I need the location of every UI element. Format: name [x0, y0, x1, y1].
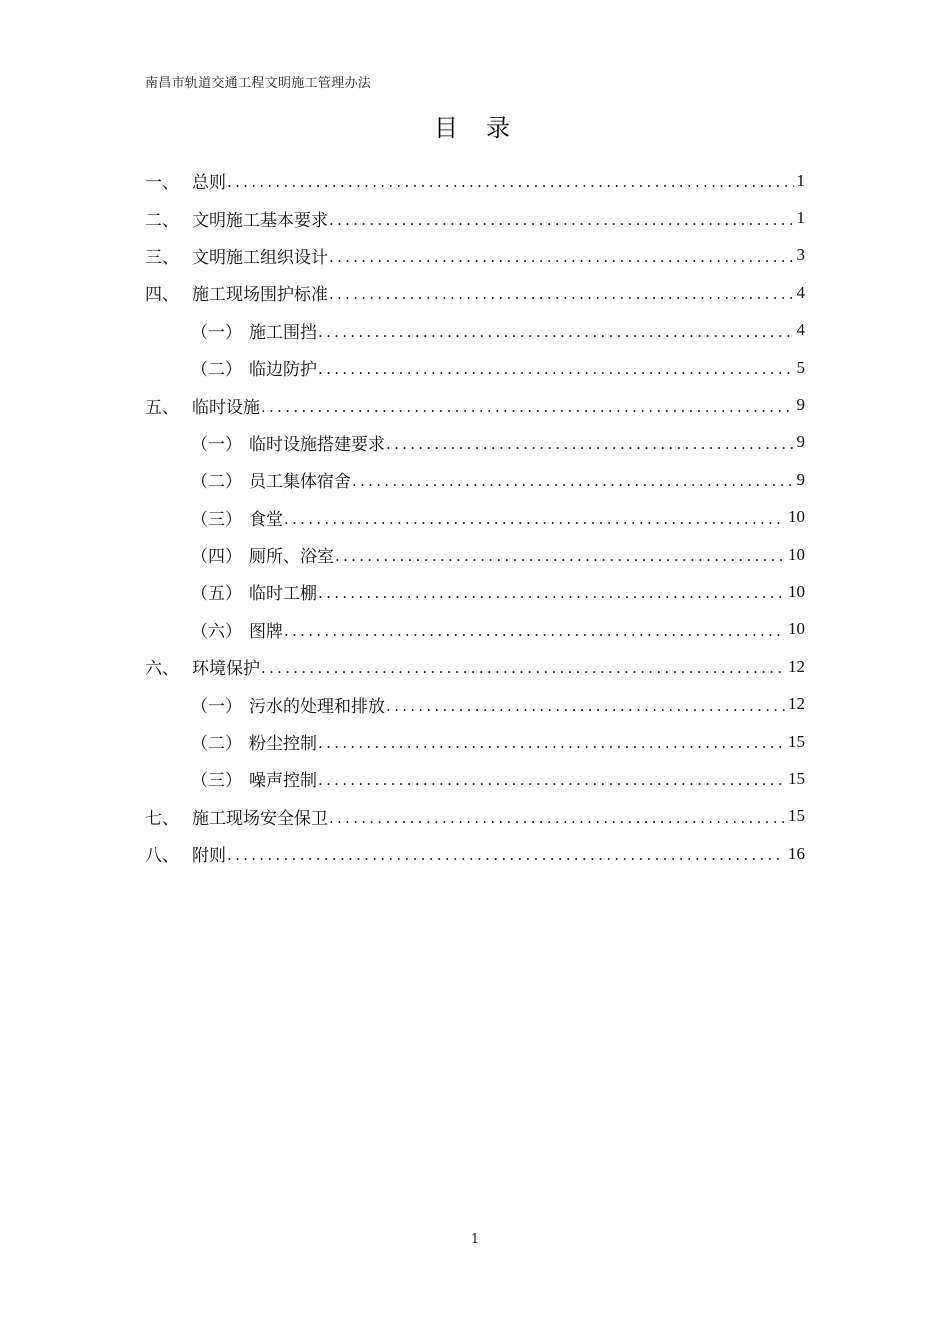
- toc-entry-label: 施工围挡: [249, 322, 317, 343]
- toc-entry-number: （一）: [191, 322, 242, 343]
- toc-entry-page: 10: [788, 544, 805, 564]
- toc-subentry[interactable]: [145, 536, 805, 573]
- toc-subentry[interactable]: [145, 685, 805, 722]
- dot-leader: [261, 396, 794, 415]
- toc-entry-label: 施工现场围护标准: [192, 285, 328, 306]
- toc-entry-page: 4: [796, 282, 805, 302]
- toc-subentry[interactable]: [145, 349, 805, 386]
- toc-entry-label: 总则: [192, 173, 226, 194]
- toc-entry[interactable]: [145, 274, 805, 311]
- toc-subentry[interactable]: [145, 611, 805, 648]
- toc-entry-number: 五、: [145, 397, 179, 418]
- toc-entry-label: 临边防护: [249, 360, 317, 381]
- toc-entry-label: 临时设施搭建要求: [249, 434, 385, 455]
- toc-entry-number: （三）: [191, 771, 242, 792]
- toc-entry[interactable]: [145, 798, 805, 835]
- toc-entry-page: 15: [788, 768, 805, 788]
- toc-entry-number: 七、: [145, 808, 179, 829]
- dot-leader: [318, 582, 785, 601]
- toc-entry-page: 1: [796, 208, 805, 228]
- dot-leader: [227, 171, 794, 190]
- toc-entry-page: 12: [788, 694, 805, 714]
- toc-entry-page: 4: [796, 320, 805, 340]
- toc-entry-page: 15: [788, 806, 805, 826]
- running-header: 南昌市轨道交通工程文明施工管理办法: [145, 76, 372, 91]
- toc-entry-page: 10: [788, 619, 805, 639]
- toc-subentry[interactable]: [145, 461, 805, 498]
- toc-entry-number: （五）: [191, 584, 242, 605]
- toc-subentry[interactable]: [145, 499, 805, 536]
- toc-subentry[interactable]: [145, 424, 805, 461]
- toc-entry-page: 12: [788, 656, 805, 676]
- toc-title: [0, 108, 950, 143]
- toc-entry-page: 3: [796, 245, 805, 265]
- toc-entry-number: （二）: [191, 360, 242, 381]
- toc-entry-number: 八、: [145, 846, 179, 867]
- toc-entry-page: 9: [796, 432, 805, 452]
- dot-leader: [329, 807, 785, 826]
- dot-leader: [335, 545, 785, 564]
- toc-entry-page: 1: [796, 170, 805, 190]
- toc-entry-page: 9: [796, 395, 805, 415]
- toc-subentry[interactable]: [145, 723, 805, 760]
- dot-leader: [329, 246, 794, 265]
- toc-entry-label: 粉尘控制: [249, 734, 317, 755]
- toc-entry-label: 文明施工基本要求: [192, 210, 328, 231]
- toc-entry-label: 临时设施: [192, 397, 260, 418]
- dot-leader: [284, 620, 785, 639]
- toc-entry-number: 六、: [145, 659, 179, 680]
- dot-leader: [386, 695, 785, 714]
- toc-entry-number: （二）: [191, 734, 242, 755]
- toc-entry-label: 污水的处理和排放: [249, 696, 385, 717]
- toc-entry-page: 16: [788, 843, 805, 863]
- toc-entry-number: 一、: [145, 173, 179, 194]
- toc-entry-label: 环境保护: [192, 659, 260, 680]
- toc-entry[interactable]: [145, 835, 805, 872]
- toc-entry-page: 10: [788, 507, 805, 527]
- toc-entry-number: 二、: [145, 210, 179, 231]
- dot-leader: [284, 508, 785, 527]
- toc-subentry[interactable]: [145, 760, 805, 797]
- toc-subentry[interactable]: [145, 312, 805, 349]
- toc-title-char-2: 录: [486, 114, 516, 142]
- dot-leader: [261, 657, 785, 676]
- dot-leader: [318, 769, 785, 788]
- toc-entry-label: 食堂: [249, 509, 283, 530]
- dot-leader: [329, 209, 794, 228]
- toc-entry-label: 文明施工组织设计: [192, 247, 328, 268]
- toc-entry-number: （三）: [191, 509, 242, 530]
- toc-entry-label: 施工现场安全保卫: [192, 808, 328, 829]
- toc-subentry[interactable]: [145, 573, 805, 610]
- toc-entry-page: 9: [796, 469, 805, 489]
- toc-entry[interactable]: [145, 199, 805, 236]
- toc-entry-number: 三、: [145, 247, 179, 268]
- table-of-contents: [145, 162, 805, 872]
- dot-leader: [329, 283, 794, 302]
- toc-entry-label: 噪声控制: [249, 771, 317, 792]
- toc-entry-page: 10: [788, 581, 805, 601]
- toc-entry-label: 厕所、浴室: [249, 547, 334, 568]
- dot-leader: [227, 844, 785, 863]
- toc-entry-label: 员工集体宿舍: [249, 472, 351, 493]
- dot-leader: [386, 433, 794, 452]
- toc-entry[interactable]: [145, 237, 805, 274]
- page-number: 1: [470, 1232, 480, 1247]
- toc-entry-number: （一）: [191, 434, 242, 455]
- dot-leader: [318, 732, 785, 751]
- toc-entry[interactable]: [145, 648, 805, 685]
- toc-entry-number: （六）: [191, 621, 242, 642]
- toc-entry[interactable]: [145, 386, 805, 423]
- toc-entry-number: 四、: [145, 285, 179, 306]
- toc-entry-label: 临时工棚: [249, 584, 317, 605]
- toc-entry-page: 5: [796, 357, 805, 377]
- toc-entry-number: （四）: [191, 547, 242, 568]
- toc-entry[interactable]: [145, 162, 805, 199]
- toc-title-char-1: 目: [434, 114, 464, 142]
- toc-entry-number: （二）: [191, 472, 242, 493]
- toc-entry-page: 15: [788, 731, 805, 751]
- toc-entry-label: 图牌: [249, 621, 283, 642]
- dot-leader: [318, 358, 794, 377]
- dot-leader: [318, 321, 794, 340]
- toc-entry-number: （一）: [191, 696, 242, 717]
- dot-leader: [352, 470, 794, 489]
- toc-entry-label: 附则: [192, 846, 226, 867]
